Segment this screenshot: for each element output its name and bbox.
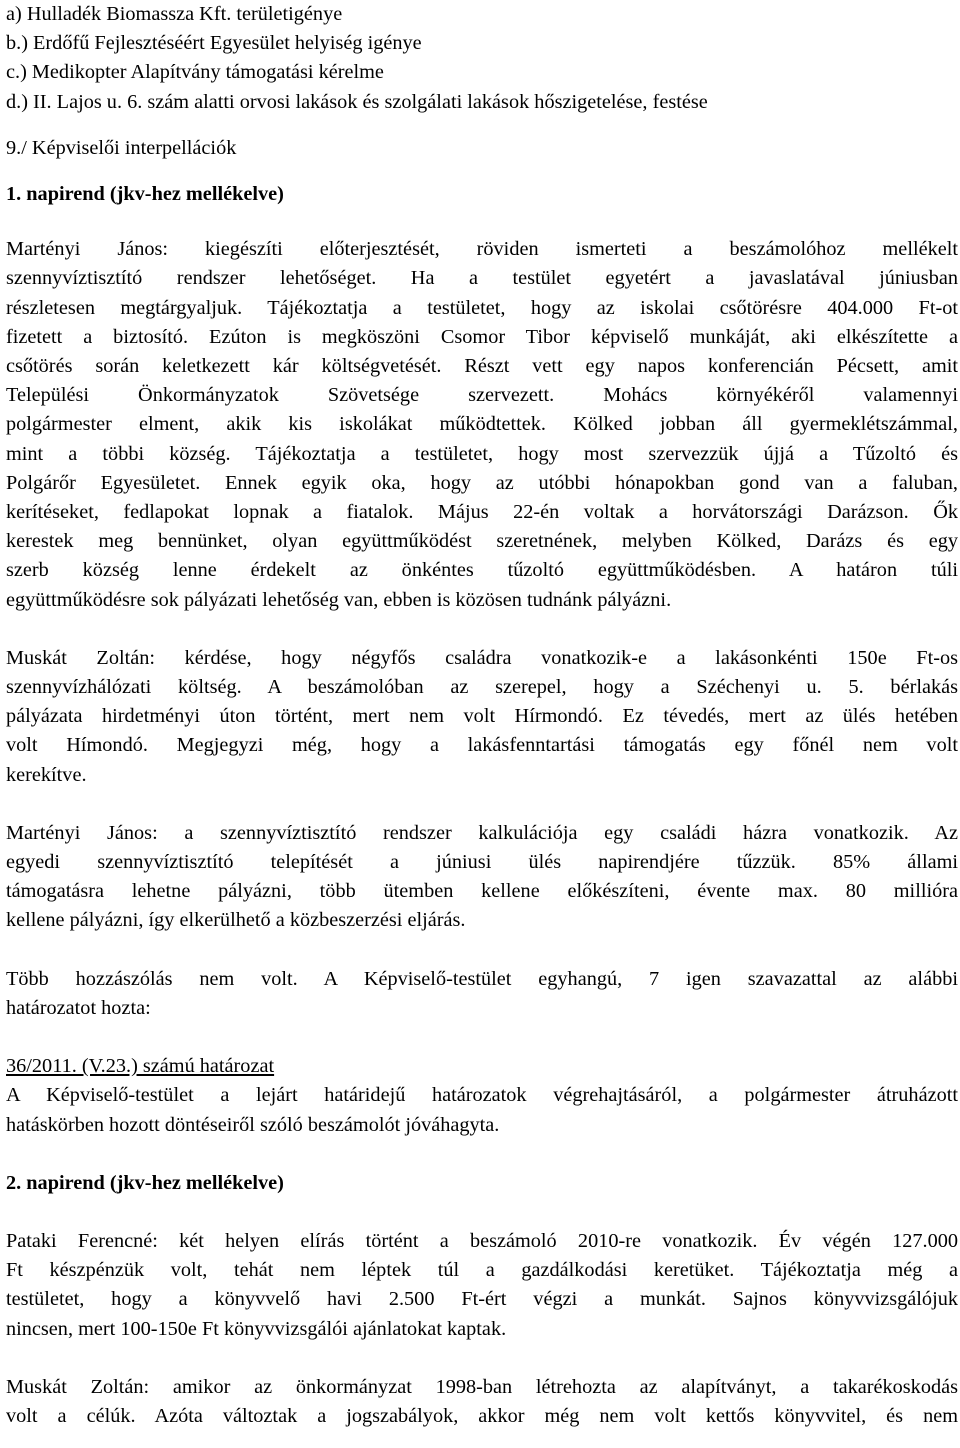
text-line: szennyvíztisztító rendszer lehetőséget. Ha a testület egyetért a javaslatával júniusban (6, 267, 958, 290)
section1-heading: 1. napirend (jkv-hez mellékelve) (6, 183, 284, 206)
agenda-item-c: c.) Medikopter Alapítvány támogatási kérelme (6, 61, 384, 84)
text-line: A Képviselő-testület a lejárt határidejű határozatok végrehajtásáról, a polgármester átruházott (6, 1084, 958, 1107)
text-line: Martényi János: kiegészíti előterjesztését, röviden ismerteti a beszámolóhoz mellékelt (6, 238, 958, 261)
text-line: szennyvízhálózati költség. A beszámolóban az szerepel, hogy a Széchenyi u. 5. bérlakás (6, 676, 958, 699)
text-line: mint a többi község. Tájékoztatja a testületet, hogy most szervezzük újjá a Tűzoltó és (6, 442, 958, 465)
resolution-title (6, 1052, 958, 1081)
section1-paragraph-1 (6, 235, 958, 615)
text-line: egyedi szennyvíztisztító telepítését a júniusi ülés napirendjére tűzzük. 85% állami (6, 851, 958, 874)
text-line: Polgárőr Egyesületet. Ennek egyik oka, hogy az utóbbi hónapokban gond van a faluban, (6, 471, 958, 494)
text-line: Települési Önkormányzatok Szövetsége szervezett. Mohács környékéről valamennyi (6, 384, 958, 407)
text-line: Több hozzászólás nem volt. A Képviselő-testület egyhangú, 7 igen szavazattal az alábbi (6, 967, 958, 990)
text-line: csőtörés során keletkezett kár költségvetését. Részt vett egy napos konferencián Pécsett, amit (6, 355, 958, 378)
text-line: pályázata hirdetményi úton történt, mert nem volt Hírmondó. Ez tévedés, mert az ülés hetében (6, 705, 958, 728)
text-line: támogatásra lehetne pályázni, több ütemben kellene előkészíteni, évente max. 80 millióra (6, 880, 958, 903)
agenda-list (6, 0, 958, 117)
text-line: Martényi János: a szennyvíztisztító rendszer kalkulációja egy családi házra vonatkozik. Az (6, 821, 958, 844)
text-line: nincsen, mert 100-150e Ft könyvvizsgálói ajánlatokat kaptak. (6, 1317, 507, 1340)
text-line: polgármester elment, akik kis iskolákat működtettek. Kölked jobban áll gyermeklétszámmal, (6, 413, 958, 436)
text-line: Muskát Zoltán: kérdése, hogy négyfős családra vonatkozik-e a lakásonkénti 150e Ft-os (6, 646, 958, 669)
text-line: volt Hímondó. Megjegyzi még, hogy a lakásfenntartási támogatás egy főnél nem volt (6, 734, 958, 757)
section2-paragraph-2 (6, 1373, 958, 1431)
text-line: Ft készpénzük volt, tehát nem léptek túl a gazdálkodási keretüket. Tájékoztatja még a (6, 1259, 958, 1282)
text-line: szerb község lenne érdekelt az önkéntes tűzoltó együttműködésben. A határon túli (6, 559, 958, 582)
section2-paragraph-1 (6, 1227, 958, 1344)
resolution-title-text: 36/2011. (V.23.) számú határozat (6, 1055, 275, 1078)
text-line: volt a célúk. Azóta változtak a jogszabályok, akkor még nem volt kettős könyvvitel, és nem (6, 1404, 958, 1427)
text-line: fizetett a biztosító. Ezúton is megköszöni Csomor Tibor képviselő munkáját, aki elkészítette a (6, 325, 958, 348)
text-line: határozatot hozta: (6, 996, 151, 1019)
text-line: kerekítve. (6, 763, 87, 786)
section1-paragraph-4 (6, 965, 958, 1023)
text-line: kerestek meg bennünket, olyan együttműködést szeretnének, melyben Kölked, Darázs és egy (6, 530, 958, 553)
section2-heading: 2. napirend (jkv-hez mellékelve) (6, 1171, 284, 1194)
section1-paragraph-3 (6, 819, 958, 936)
text-line: részletesen megtárgyaljuk. Tájékoztatja a testületet, hogy az iskolai csőtörésre 404.000 Ft-ot (6, 296, 958, 319)
agenda-item-b: b.) Erdőfű Fejlesztéséért Egyesület helyiség igénye (6, 32, 422, 55)
text-line: testületet, hogy a könyvvelő havi 2.500 Ft-ért végzi a munkát. Sajnos könyvvizsgálójuk (6, 1288, 958, 1311)
text-line: kerítéseket, fedlapokat lopnak a fiatalok. Május 22-én voltak a horvátországi Darázson. Ők (6, 501, 958, 524)
resolution-text (6, 1081, 958, 1139)
text-line: Pataki Ferencné: két helyen elírás történt a beszámoló 2010-re vonatkozik. Év végén 127.000 (6, 1229, 958, 1252)
text-line: hatáskörben hozott döntéseiről szóló beszámolót jóváhagyta. (6, 1113, 500, 1136)
text-line: kellene pályázni, így elkerülhető a közbeszerzési eljárás. (6, 909, 466, 932)
text-line: együttműködésre sok pályázati lehetőség van, ebben is közösen tudnánk pályázni. (6, 588, 672, 611)
text-line: Muskát Zoltán: amikor az önkormányzat 1998-ban létrehozta az alapítványt, a takarékoskodás (6, 1375, 958, 1398)
agenda-item-9: 9./ Képviselői interpellációk (6, 136, 237, 159)
agenda-item-a: a) Hulladék Biomassza Kft. területigénye (6, 3, 343, 25)
agenda-item-d: d.) II. Lajos u. 6. szám alatti orvosi lakások és szolgálati lakások hőszigetelése, festése (6, 90, 708, 113)
section1-paragraph-2 (6, 644, 958, 790)
